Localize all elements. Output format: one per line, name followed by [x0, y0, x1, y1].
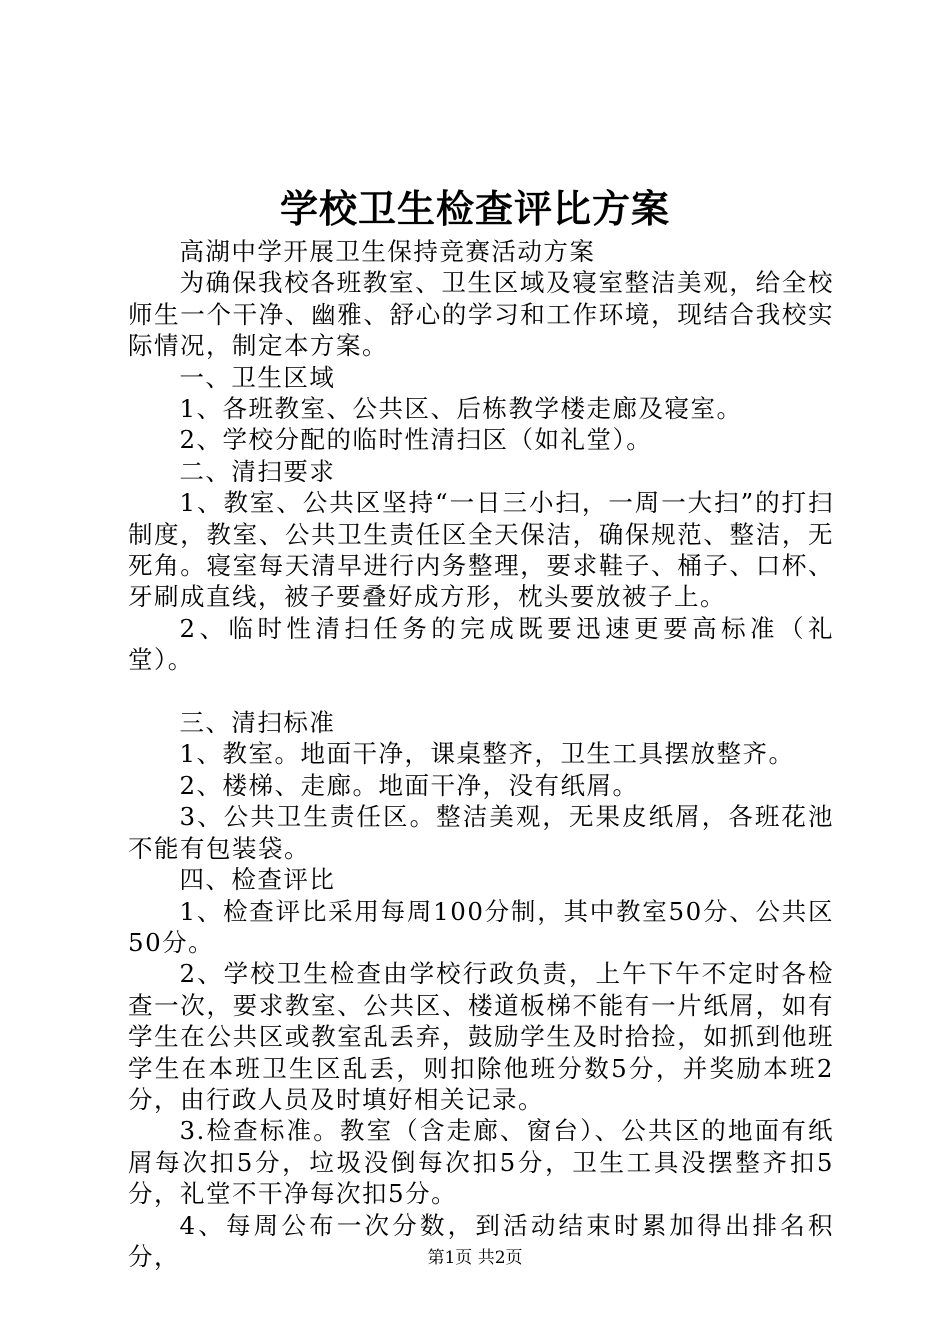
paragraph-requirements-2: 2、临时性清扫任务的完成既要迅速更要高标准（礼堂）。: [128, 613, 834, 675]
paragraph-standards-2: 2、楼梯、走廊。地面干净，没有纸屑。: [179, 770, 639, 800]
paragraph-inspection-2: 2、学校卫生检查由学校行政负责，上午下午不定时各检查一次，要求教室、公共区、楼道板梯不能有一片纸屑，如有学生在公共区或教室乱丢弃，鼓励学生及时拾捡，如抓到他班学生在本班卫生区乱丢，则扣除他班分数5分，并奖励本班2分，由行政人员及时填好相关记录。: [128, 959, 834, 1114]
paragraph-inspection-1: 1、检查评比采用每周100分制，其中教室50分、公共区50分。: [128, 896, 834, 957]
paragraph-intro: 为确保我校各班教室、卫生区域及寝室整洁美观，给全校师生一个干净、幽雅、舒心的学习和工作环境，现结合我校实际情况，制定本方案。: [128, 268, 834, 361]
section-heading-area: 一、卫生区域: [179, 362, 336, 392]
page-number-footer: 第1页 共2页: [427, 1248, 523, 1268]
paragraph-requirements-1: 1、教室、公共区坚持“一日三小扫，一周一大扫”的打扫制度，教室、公共卫生责任区全天保洁，确保规范、整洁，无死角。寝室每天清早进行内务整理，要求鞋子、桶子、口杯、牙刷成直线，被子要叠好成方形，枕头要放被子上。: [128, 488, 834, 612]
document-title: 学校卫生检查评比方案: [279, 186, 670, 231]
section-heading-requirements: 二、清扫要求: [179, 456, 336, 486]
paragraph-standards-1: 1、教室。地面干净，课桌整齐，卫生工具摆放整齐。: [179, 739, 795, 769]
paragraph-subtitle: 高湖中学开展卫生保持竞赛活动方案: [179, 237, 596, 266]
paragraph-area-2: 2、学校分配的临时性清扫区（如礼堂）。: [179, 425, 653, 455]
paragraph-standards-3: 3、公共卫生责任区。整洁美观，无果皮纸屑，各班花池不能有包装袋。: [128, 802, 834, 863]
section-heading-standards: 三、清扫标准: [179, 708, 336, 738]
document-body: [128, 236, 834, 1272]
paragraph-inspection-3: 3.检查标准。教室（含走廊、窗台）、公共区的地面有纸屑每次扣5分，垃圾没倒每次扣5分，卫生工具没摆整齐扣5分，礼堂不干净每次扣5分。: [128, 1116, 834, 1209]
section-heading-inspection: 四、检查评比: [179, 865, 336, 895]
blank-line: [128, 676, 834, 707]
paragraph-area-1: 1、各班教室、公共区、后栋教学楼走廊及寝室。: [179, 394, 743, 424]
paragraph-inspection-4: 4、每周公布一次分数，到活动结束时累加得出排名积分，: [128, 1210, 834, 1271]
